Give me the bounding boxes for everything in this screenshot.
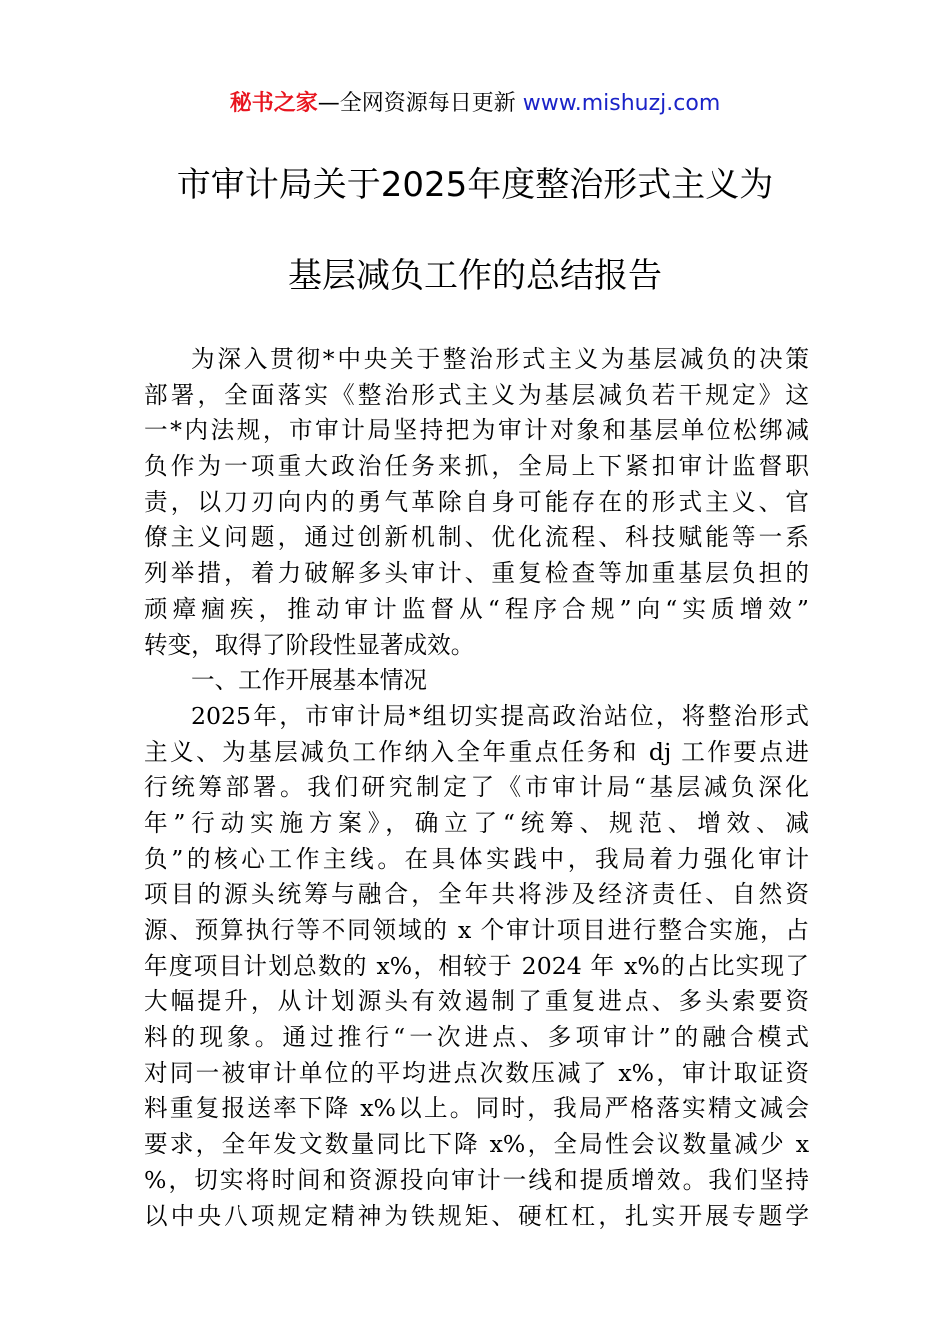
body-line: %，切实将时间和资源投向审计一线和提质增效。我们坚持 — [144, 1165, 809, 1194]
document-title-line-1: 市审计局关于2025年度整治形式主义为 — [176, 165, 774, 205]
body-line: 负”的核心工作主线。在具体实践中，我局着力强化审计 — [144, 844, 809, 873]
site-name: 秘书之家 — [229, 91, 318, 116]
body-line: 项目的源头统筹与融合，全年共将涉及经济责任、自然资 — [144, 880, 809, 909]
body-line: 对同一被审计单位的平均进点次数压减了 x%，审计取证资 — [144, 1058, 809, 1087]
document-body — [144, 342, 809, 1234]
body-line: 年”行动实施方案》，确立了“统筹、规范、增效、减 — [144, 808, 809, 837]
body-line: 顽瘴痼疾，推动审计监督从“程序合规”向“实质增效” — [144, 594, 809, 623]
section-heading: 一、工作开展基本情况 — [191, 666, 427, 695]
body-line: 行统筹部署。我们研究制定了《市审计局“基层减负深化 — [144, 773, 809, 802]
body-line: 责，以刀刃向内的勇气革除自身可能存在的形式主义、官 — [144, 487, 809, 516]
body-line: 要求，全年发文数量同比下降 x%，全局性会议数量减少 x — [144, 1130, 809, 1159]
body-line: 主义、为基层减负工作纳入全年重点任务和 dj 工作要点进 — [144, 737, 809, 766]
body-line: 料的现象。通过推行“一次进点、多项审计”的融合模式 — [144, 1023, 809, 1052]
body-line: 一*内法规，市审计局坚持把为审计对象和基层单位松绑减 — [144, 416, 809, 445]
site-header — [0, 88, 950, 120]
body-line: 转变，取得了阶段性显著成效。 — [144, 630, 475, 659]
body-line: 部署，全面落实《整治形式主义为基层减负若干规定》这 — [144, 380, 809, 409]
site-url-link[interactable]: www.mishuzj.com — [522, 91, 721, 116]
body-line: 料重复报送率下降 x%以上。同时，我局严格落实精文减会 — [144, 1094, 809, 1123]
body-line: 负作为一项重大政治任务来抓，全局上下紧扣审计监督职 — [144, 452, 809, 481]
body-line: 以中央八项规定精神为铁规矩、硬杠杠，扎实开展专题学 — [144, 1201, 809, 1230]
body-line: 僚主义问题，通过创新机制、优化流程、科技赋能等一系 — [144, 523, 809, 552]
body-line: 年度项目计划总数的 x%，相较于 2024 年 x%的占比实现了 — [144, 951, 809, 980]
body-line: 列举措，着力破解多头审计、重复检查等加重基层负担的 — [144, 559, 809, 588]
document-title-line-2: 基层减负工作的总结报告 — [288, 256, 662, 296]
site-slogan: —全网资源每日更新 — [317, 91, 523, 116]
body-line: 源、预算执行等不同领域的 x 个审计项目进行整合实施，占 — [144, 916, 809, 944]
body-line: 大幅提升，从计划源头有效遏制了重复进点、多头索要资 — [144, 987, 809, 1016]
body-line: 为深入贯彻*中央关于整治形式主义为基层减负的决策 — [191, 345, 809, 373]
body-line: 2025年，市审计局*组切实提高政治站位，将整治形式 — [191, 701, 809, 730]
